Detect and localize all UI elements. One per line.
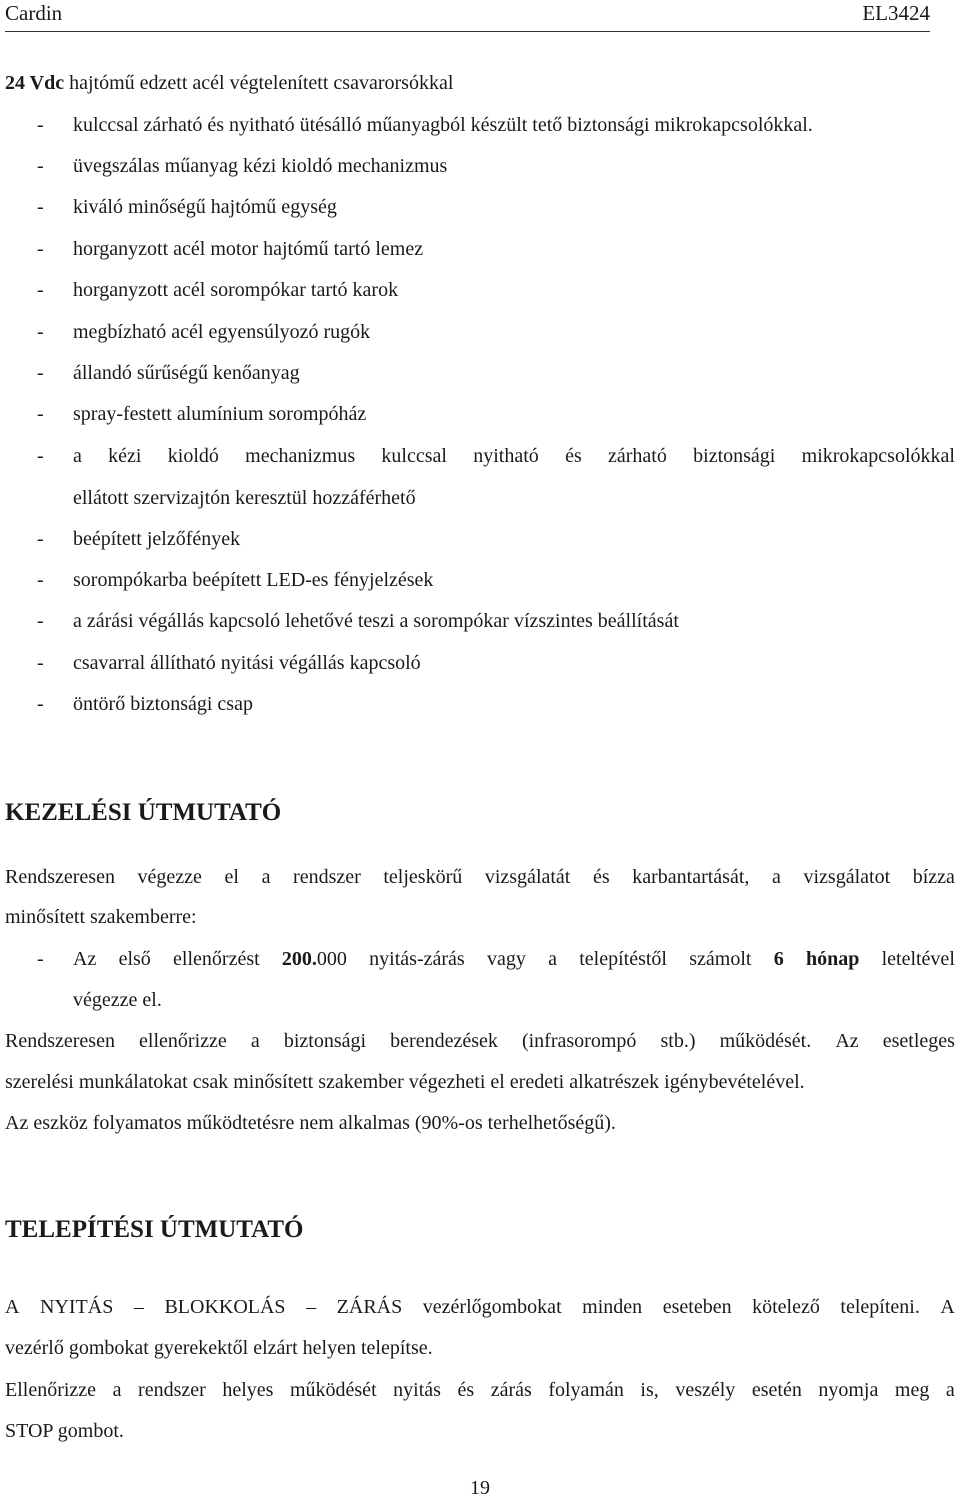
install-p1-line1: A NYITÁS – BLOKKOLÁS – ZÁRÁS vezérlőgombokat minden eseteben kötelező telepíteni. A — [5, 1296, 955, 1318]
bullet-dash: - — [37, 238, 44, 260]
usage-p1-line2: minősített szakemberre: — [5, 906, 197, 928]
intro-rest: hajtómű edzett acél végtelenített csavarorsókkal — [64, 72, 454, 94]
bullet-dash: - — [37, 569, 44, 591]
feature-text: kulccsal zárható és nyitható ütésálló műanyagból készült tető biztonsági mikrokapcsolókkal. — [73, 114, 813, 136]
bullet-dash: - — [37, 279, 44, 301]
bullet-dash: - — [37, 693, 44, 715]
header-rule — [5, 31, 930, 32]
page-number: 19 — [470, 1477, 490, 1499]
page-header — [5, 0, 930, 30]
feature-text: sorompókarba beépített LED-es fényjelzések — [73, 569, 434, 591]
feature-text: spray-festett alumínium sorompóház — [73, 403, 367, 425]
usage-p2-line1: Rendszeresen ellenőrizze a biztonsági berendezések (infrasorompó stb.) működését. Az esetleges — [5, 1030, 955, 1052]
feature-text: megbízható acél egyensúlyozó rugók — [73, 321, 371, 343]
install-p1-line2: vezérlő gombokat gyerekektől elzárt helyen telepítse. — [5, 1337, 433, 1359]
usage-bullet-text: Az első ellenőrzést 200.000 nyitás-zárás vagy a telepítéstől számolt 6 hónap leteltével — [73, 948, 955, 970]
install-p2-line1: Ellenőrizze a rendszer helyes működését nyitás és zárás folyamán is, veszély esetén nyomja meg a — [5, 1379, 955, 1401]
bullet-dash: - — [37, 652, 44, 674]
usage-p1-line1: Rendszeresen végezze el a rendszer teljeskörű vizsgálatát és karbantartását, a vizsgálatot bízza — [5, 866, 955, 888]
feature-text: csavarral állítható nyitási végállás kapcsoló — [73, 652, 421, 674]
usage-bullet-cont: végezze el. — [73, 989, 162, 1011]
bullet-dash: - — [37, 196, 44, 218]
section-title-usage: KEZELÉSI ÚTMUTATÓ — [5, 799, 282, 826]
feature-text: horganyzott acél motor hajtómű tartó lemez — [73, 238, 424, 260]
header-model: EL3424 — [862, 1, 930, 25]
feature-text: öntörő biztonsági csap — [73, 693, 253, 715]
feature-text-cont: ellátott szervizajtón keresztül hozzáférhető — [73, 487, 416, 509]
intro-line — [5, 71, 955, 95]
feature-text: a zárási végállás kapcsoló lehetővé teszi a sorompókar vízszintes beállítását — [73, 610, 679, 632]
intro-voltage: 24 Vdc — [5, 72, 65, 94]
bullet-dash: - — [37, 362, 44, 384]
bullet-dash: - — [37, 155, 44, 177]
feature-text: üvegszálas műanyag kézi kioldó mechanizmus — [73, 155, 448, 177]
bullet-dash: - — [37, 403, 44, 425]
feature-text: a kézi kioldó mechanizmus kulccsal nyitható és zárható biztonsági mikrokapcsolókkal — [73, 445, 955, 467]
feature-text: kiváló minőségű hajtómű egység — [73, 196, 337, 218]
usage-p3: Az eszköz folyamatos működtetésre nem alkalmas (90%-os terhelhetőségű). — [5, 1112, 616, 1134]
feature-text: horganyzott acél sorompókar tartó karok — [73, 279, 399, 301]
feature-text: állandó sűrűségű kenőanyag — [73, 362, 300, 384]
bullet-dash: - — [37, 321, 44, 343]
feature-text: beépített jelzőfények — [73, 528, 241, 550]
bullet-dash: - — [37, 528, 44, 550]
bullet-dash: - — [37, 114, 44, 136]
bullet-dash: - — [37, 445, 44, 467]
section-title-install: TELEPÍTÉSI ÚTMUTATÓ — [5, 1216, 304, 1243]
usage-p2-line2: szerelési munkálatokat csak minősített szakember végezheti el eredeti alkatrészek igénybevételével. — [5, 1071, 805, 1093]
install-p2-line2: STOP gombot. — [5, 1420, 124, 1442]
bullet-dash: - — [37, 610, 44, 632]
header-brand: Cardin — [5, 1, 63, 25]
bullet-dash: - — [37, 948, 44, 970]
